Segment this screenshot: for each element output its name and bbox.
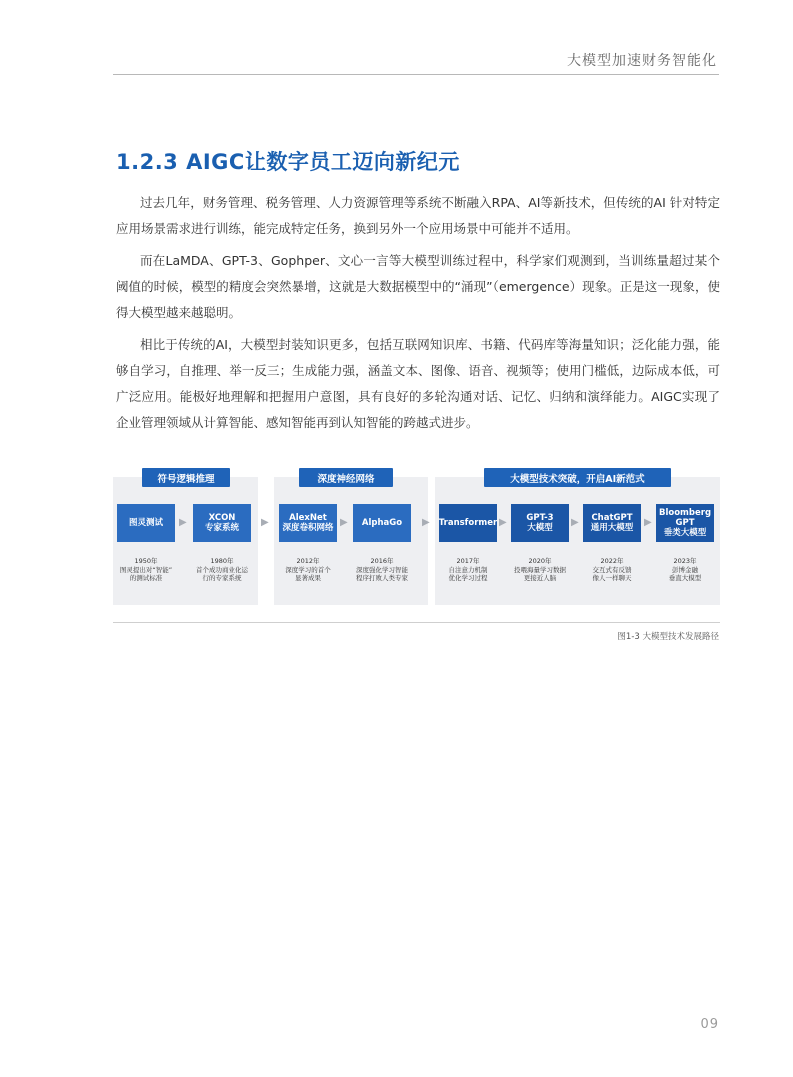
milestone-year: 2017年 xyxy=(456,557,480,565)
timeline-node xyxy=(439,504,497,542)
milestone-year: 2020年 xyxy=(528,557,552,565)
milestone-caption xyxy=(505,557,575,583)
figure-caption: 图1-3 大模型技术发展路径 xyxy=(617,632,719,642)
node-label: GPT-3 大模型 xyxy=(526,513,554,533)
milestone-desc: 深度学习的首个 显著成果 xyxy=(285,565,331,582)
timeline-node xyxy=(117,504,175,542)
timeline-node xyxy=(511,504,569,542)
body-text xyxy=(116,190,720,442)
milestone-year: 2022年 xyxy=(600,557,624,565)
running-header: 大模型加速财务智能化 xyxy=(567,53,717,69)
arrow-right-icon: ▶ xyxy=(340,517,348,528)
milestone-desc: 自注意力机制 优化学习过程 xyxy=(448,565,488,582)
milestone-caption xyxy=(347,557,417,583)
arrow-right-icon: ▶ xyxy=(179,517,187,528)
paragraph: 相比于传统的AI，大模型封装知识更多，包括互联网知识库、书籍、代码库等海量知识；泛化能力强，能够自学习，自推理、举一反三；生成能力强，涵盖文本、图像、语音、视频等；使用门槛低，边际成本低，可广泛应用。能极好地理解和把握用户意图，具有良好的多轮沟通对话、记忆、归纳和演绎能力。AIGC实现了企业管理领域从计算智能、感知智能再到认知智能的跨越式进步。 xyxy=(116,337,720,430)
group-title: 大模型技术突破，开启AI新范式 xyxy=(484,468,671,487)
timeline-node xyxy=(656,504,714,542)
arrow-right-icon: ▶ xyxy=(644,517,652,528)
arrow-right-icon: ▶ xyxy=(261,517,269,528)
arrow-right-icon: ▶ xyxy=(422,517,430,528)
milestone-desc: 首个成功商业化运 行的专家系统 xyxy=(196,565,248,582)
paragraph: 而在LaMDA、GPT-3、Gophper、文心一言等大模型训练过程中，科学家们观测到，当训练量超过某个阈值的时候，模型的精度会突然暴增，这就是大数据模型中的“涌现”（emergence）现象。正是这一现象，使得大模型越来越聪明。 xyxy=(116,253,720,320)
figure-divider xyxy=(113,622,720,623)
timeline-figure xyxy=(113,465,720,610)
milestone-year: 2012年 xyxy=(296,557,320,565)
group-title: 符号逻辑推理 xyxy=(142,468,230,487)
milestone-desc: 投喂海量学习数据 更接近人脑 xyxy=(514,565,566,582)
page-number: 09 xyxy=(700,1017,719,1032)
node-label: 图灵测试 xyxy=(128,518,163,528)
timeline-node xyxy=(583,504,641,542)
node-label: XCON 专家系统 xyxy=(204,513,239,533)
milestone-caption xyxy=(187,557,257,583)
milestone-year: 1950年 xyxy=(134,557,158,565)
timeline-node xyxy=(193,504,251,542)
node-label: Bloomberg GPT 垂类大模型 xyxy=(658,508,712,538)
milestone-desc: 交互式有反馈 像人一样聊天 xyxy=(592,565,632,582)
node-label: AlphaGo xyxy=(361,518,403,528)
milestone-year: 2023年 xyxy=(673,557,697,565)
milestone-caption xyxy=(577,557,647,583)
arrow-right-icon: ▶ xyxy=(499,517,507,528)
milestone-year: 2016年 xyxy=(370,557,394,565)
node-label: Transformer xyxy=(438,518,498,528)
milestone-caption xyxy=(111,557,181,583)
arrow-right-icon: ▶ xyxy=(571,517,579,528)
milestone-year: 1980年 xyxy=(210,557,234,565)
milestone-caption xyxy=(433,557,503,583)
timeline-node xyxy=(279,504,337,542)
timeline-node xyxy=(353,504,411,542)
header-divider xyxy=(113,74,719,75)
milestone-desc: 彭博金融 垂直大模型 xyxy=(668,565,702,582)
node-label: AlexNet 深度卷积网络 xyxy=(282,513,334,533)
milestone-desc: 深度强化学习智能 程序打败人类专家 xyxy=(356,565,408,582)
milestone-desc: 图灵提出对“智能” 的测试标准 xyxy=(119,565,173,582)
node-label: ChatGPT 通用大模型 xyxy=(590,513,634,533)
section-title: 1.2.3 AIGC让数字员工迈向新纪元 xyxy=(116,150,460,174)
group-title: 深度神经网络 xyxy=(299,468,393,487)
milestone-caption xyxy=(273,557,343,583)
milestone-caption xyxy=(650,557,720,583)
paragraph: 过去几年，财务管理、税务管理、人力资源管理等系统不断融入RPA、AI等新技术，但传统的AI 针对特定应用场景需求进行训练，能完成特定任务，换到另外一个应用场景中可能并不适用。 xyxy=(116,195,720,236)
